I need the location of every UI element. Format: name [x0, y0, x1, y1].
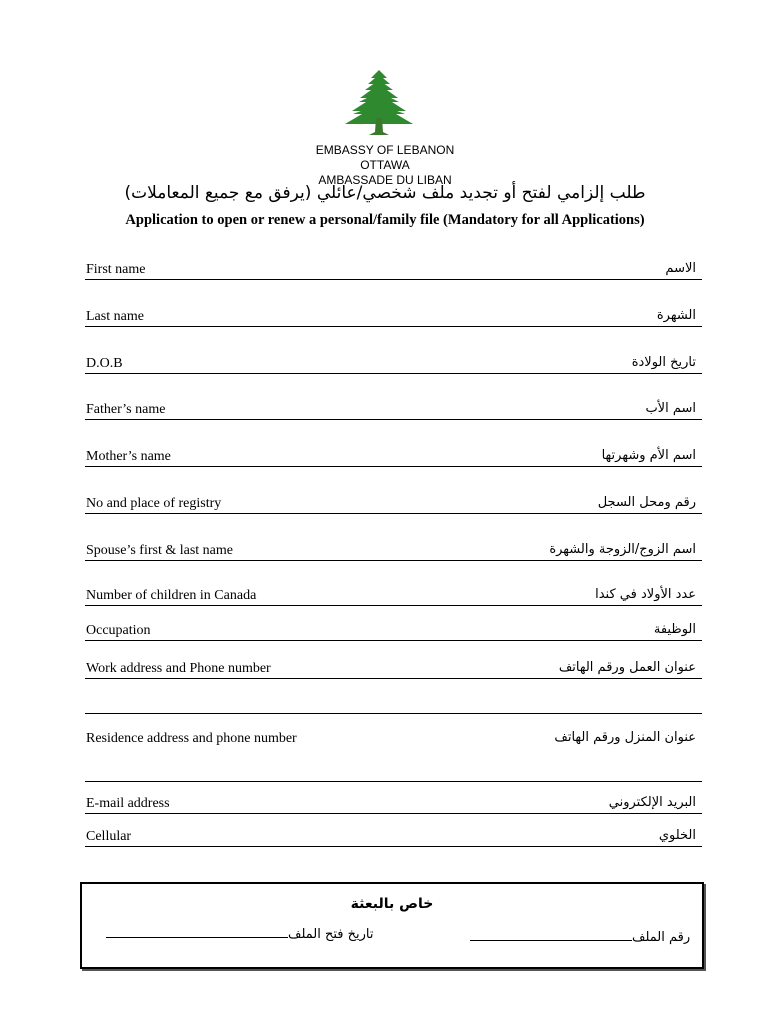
registry-label: No and place of registry	[86, 496, 222, 511]
residence-address-label: Residence address and phone number	[86, 731, 297, 746]
cellular-label-ar: الخلوي	[658, 828, 696, 843]
work-address-field[interactable]	[85, 658, 702, 679]
first-name-label-ar: الاسم	[665, 261, 696, 276]
embassy-name: EMBASSY OF LEBANON	[315, 143, 455, 157]
dob-label-ar: تاريخ الولادة	[631, 355, 696, 370]
cellular-field[interactable]	[85, 826, 702, 847]
spouse-name-label: Spouse’s first & last name	[86, 543, 233, 558]
occupation-field[interactable]	[85, 620, 702, 641]
residence-address-line[interactable]	[85, 781, 702, 782]
file-open-date-field[interactable]	[106, 925, 374, 943]
father-name-label: Father’s name	[86, 402, 166, 417]
spouse-name-label-ar: اسم الزوج/الزوجة والشهرة	[549, 542, 696, 557]
file-number-label: رقم الملف	[632, 930, 691, 945]
dob-field[interactable]	[85, 353, 702, 374]
mother-name-field[interactable]	[85, 446, 702, 467]
cedar-tree-icon	[343, 68, 415, 136]
residence-address-label-ar: عنوان المنزل ورقم الهاتف	[554, 730, 696, 745]
spouse-name-field[interactable]	[85, 540, 702, 561]
file-number-field[interactable]	[470, 928, 690, 946]
work-address-label: Work address and Phone number	[86, 661, 271, 676]
form-title-arabic: طلب إلزامي لفتح أو تجديد ملف شخصي/عائلي (يرفق مع جميع المعاملات)	[124, 183, 646, 203]
residence-address-field[interactable]	[85, 728, 702, 748]
occupation-label-ar: الوظيفة	[653, 622, 696, 637]
embassy-city: OTTAWA	[360, 158, 410, 172]
children-count-field[interactable]	[85, 585, 702, 606]
form-title-english: Application to open or renew a personal/family file (Mandatory for all Applications)	[125, 212, 645, 228]
file-number-blank[interactable]	[470, 928, 632, 941]
occupation-label: Occupation	[86, 623, 151, 638]
dob-label: D.O.B	[86, 356, 123, 371]
mother-name-label: Mother’s name	[86, 449, 171, 464]
email-field[interactable]	[85, 793, 702, 814]
file-open-date-label: تاريخ فتح الملف	[288, 927, 374, 942]
registry-field[interactable]	[85, 493, 702, 514]
children-count-label: Number of children in Canada	[86, 588, 257, 603]
father-name-label-ar: اسم الأب	[645, 401, 696, 416]
children-count-label-ar: عدد الأولاد في كندا	[595, 587, 696, 602]
file-open-date-blank[interactable]	[106, 925, 288, 938]
mother-name-label-ar: اسم الأم وشهرتها	[601, 448, 696, 463]
email-label: E-mail address	[86, 796, 170, 811]
registry-label-ar: رقم ومحل السجل	[597, 495, 696, 510]
last-name-label: Last name	[86, 309, 144, 324]
email-label-ar: البريد الإلكتروني	[608, 795, 696, 810]
embassy-use-box	[80, 882, 704, 969]
last-name-label-ar: الشهرة	[656, 308, 696, 323]
first-name-label: First name	[86, 262, 146, 277]
work-address-label-ar: عنوان العمل ورقم الهاتف	[558, 660, 696, 675]
father-name-field[interactable]	[85, 399, 702, 420]
embassy-name-french: AMBASSADE DU LIBAN	[318, 173, 452, 187]
embassy-use-title: خاص بالبعثة	[350, 896, 434, 912]
last-name-field[interactable]	[85, 306, 702, 327]
cellular-label: Cellular	[86, 829, 132, 844]
work-address-second-line[interactable]	[85, 713, 702, 714]
first-name-field[interactable]	[85, 259, 702, 280]
